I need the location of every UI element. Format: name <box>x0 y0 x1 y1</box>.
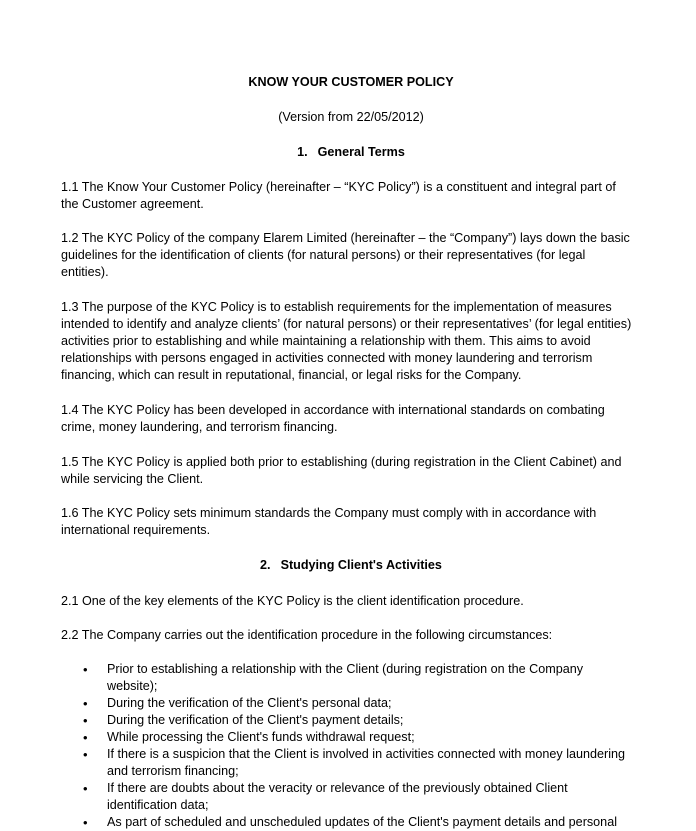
section-heading-studying-clients-activities <box>61 557 641 574</box>
paragraph-1-3: 1.3 The purpose of the KYC Policy is to establish requirements for the implementation of measures intended to identify and analyze clients’ (for natural persons) or their representatives’ (for legal entities) activities prior to establishing and while maintaining a relationship with them. This aims to avoid relationships with persons engaged in activities connected with money laundering and terrorism financing, which can result in reputational, financial, or legal risks for the Company. <box>61 300 632 382</box>
paragraph-1-2: 1.2 The KYC Policy of the company Elarem Limited (hereinafter – the “Company”) lays down the basic guidelines for the identification of clients (for natural persons) or their representatives (for legal entities). <box>61 231 630 279</box>
document-version: (Version from 22/05/2012) <box>278 110 424 124</box>
paragraph-1-6: 1.6 The KYC Policy sets minimum standards the Company must comply with in accordance with international requirements. <box>61 506 597 537</box>
section-title: General Terms <box>317 145 405 159</box>
list-item: • During the verification of the Client's payment details; <box>61 712 631 729</box>
section-number: 2. <box>260 558 271 572</box>
section-number: 1. <box>297 145 308 159</box>
paragraph-1-1: 1.1 The Know Your Customer Policy (hereinafter – “KYC Policy”) is a constituent and integral part of the Customer agreement. <box>61 180 616 211</box>
list-item: • Prior to establishing a relationship with the Client (during registration on the Company website); <box>61 661 631 695</box>
list-item: • During the verification of the Client's personal data; <box>61 695 631 712</box>
list-item: • While processing the Client's funds withdrawal request; <box>61 729 631 746</box>
section-heading-general-terms <box>61 144 641 161</box>
paragraph-2-2: 2.2 The Company carries out the identification procedure in the following circumstances: <box>61 628 553 642</box>
list-item: • If there are doubts about the veracity or relevance of the previously obtained Client identification data; <box>61 780 631 814</box>
identification-circumstances-list <box>61 661 631 831</box>
paragraph-2-1: 2.1 One of the key elements of the KYC Policy is the client identification procedure. <box>61 594 524 608</box>
paragraph-1-5: 1.5 The KYC Policy is applied both prior to establishing (during registration in the Client Cabinet) and while servicing the Client. <box>61 455 622 486</box>
list-item: • As part of scheduled and unscheduled updates of the Client's payment details and personal <box>61 814 631 831</box>
paragraph-1-4: 1.4 The KYC Policy has been developed in accordance with international standards on combating crime, money laundering, and terrorism financing. <box>61 403 605 434</box>
section-title: Studying Client's Activities <box>280 558 442 572</box>
document-title: KNOW YOUR CUSTOMER POLICY <box>248 75 454 89</box>
list-item: • If there is a suspicion that the Client is involved in activities connected with money laundering and terrorism financing; <box>61 746 631 780</box>
